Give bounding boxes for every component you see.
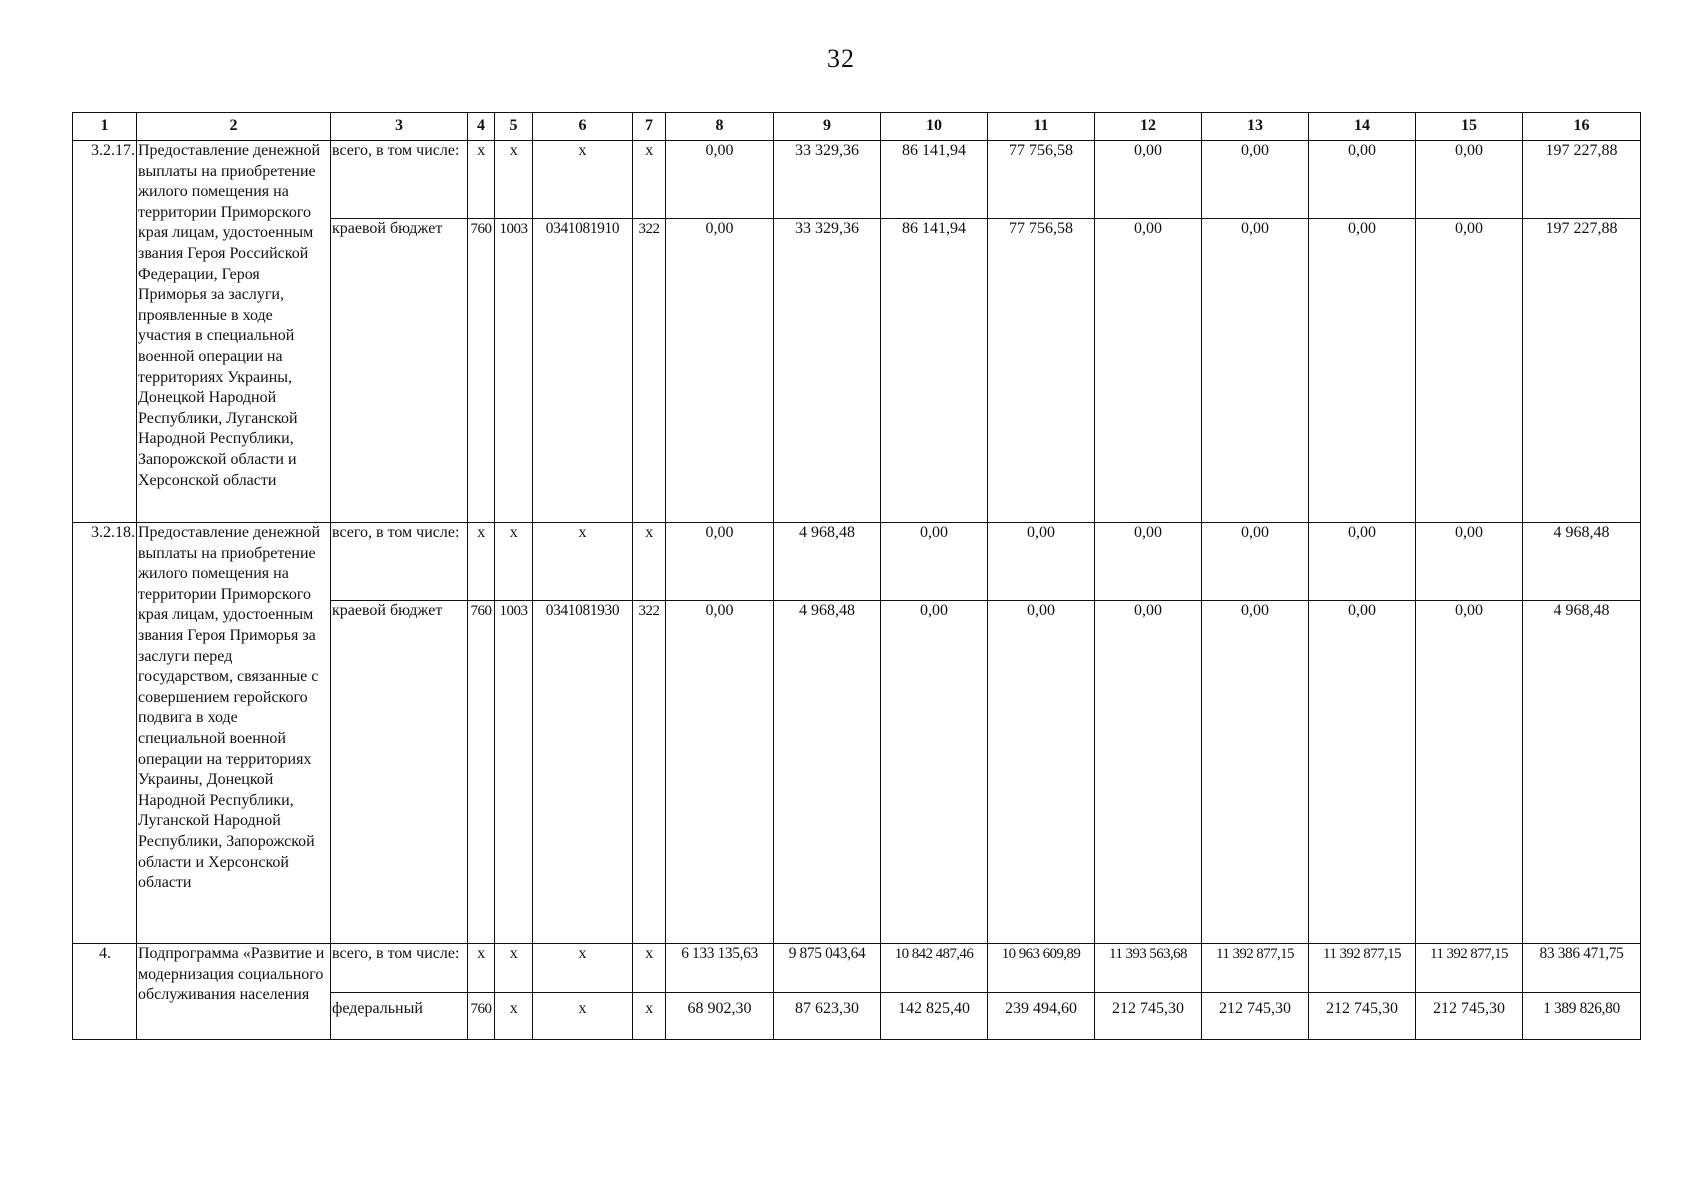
column-header: 2: [137, 113, 331, 141]
column-header: 4: [468, 113, 495, 141]
funding-source: всего, в том числе:: [331, 141, 468, 219]
funding-source: краевой бюджет: [331, 601, 468, 944]
column-header: 1: [73, 113, 137, 141]
value-cell: 0,00: [1202, 219, 1309, 523]
value-cell: 0,00: [1095, 219, 1202, 523]
cell-col6: 0341081930: [533, 601, 633, 944]
value-cell: 0,00: [1309, 523, 1416, 601]
value-cell: 0,00: [1309, 219, 1416, 523]
value-cell: 11 392 877,15: [1416, 944, 1523, 993]
value-cell: 33 329,36: [774, 141, 881, 219]
column-header: 8: [666, 113, 774, 141]
funding-source: краевой бюджет: [331, 219, 468, 523]
value-cell: 0,00: [666, 219, 774, 523]
value-cell: 83 386 471,75: [1523, 944, 1641, 993]
cell-col6: х: [533, 944, 633, 993]
funding-source: всего, в том числе:: [331, 523, 468, 601]
budget-table: [72, 112, 1641, 1040]
value-cell: 4 968,48: [1523, 523, 1641, 601]
column-header: 12: [1095, 113, 1202, 141]
cell-col7: х: [633, 141, 666, 219]
cell-col5: 1003: [495, 601, 533, 944]
value-cell: 0,00: [1095, 601, 1202, 944]
column-header: 15: [1416, 113, 1523, 141]
value-cell: 212 745,30: [1309, 993, 1416, 1040]
value-cell: 4 968,48: [774, 601, 881, 944]
cell-col6: х: [533, 993, 633, 1040]
column-header: 7: [633, 113, 666, 141]
cell-col4: х: [468, 944, 495, 993]
value-cell: 0,00: [1309, 141, 1416, 219]
value-cell: 197 227,88: [1523, 141, 1641, 219]
cell-col4: 760: [468, 601, 495, 944]
funding-source: федеральный: [331, 993, 468, 1040]
table-row: [73, 141, 1641, 219]
value-cell: 239 494,60: [988, 993, 1095, 1040]
row-name: Подпрограмма «Развитие и модернизация социального обслуживания населения: [137, 944, 331, 1040]
value-cell: 0,00: [1202, 601, 1309, 944]
cell-col5: х: [495, 993, 533, 1040]
column-header: 10: [881, 113, 988, 141]
value-cell: 0,00: [988, 601, 1095, 944]
cell-col6: х: [533, 141, 633, 219]
value-cell: 0,00: [881, 523, 988, 601]
value-cell: 0,00: [1202, 141, 1309, 219]
value-cell: 86 141,94: [881, 141, 988, 219]
value-cell: 11 393 563,68: [1095, 944, 1202, 993]
cell-col4: 760: [468, 993, 495, 1040]
cell-col5: х: [495, 944, 533, 993]
value-cell: 33 329,36: [774, 219, 881, 523]
value-cell: 4 968,48: [1523, 601, 1641, 944]
row-code: 3.2.18.: [73, 523, 137, 944]
column-header: 14: [1309, 113, 1416, 141]
value-cell: 212 745,30: [1202, 993, 1309, 1040]
value-cell: 0,00: [1416, 601, 1523, 944]
row-name: Предоставление денежной выплаты на приобретение жилого помещения на территории Приморского края лицам, удостоенным звания Героя Российской Федерации, Героя Приморья за заслуги, проявленные в ходе участия в специальной военной операции на территориях Украины, Донецкой Народной Республики, Луганской Народной Республики, Запорожской области и Херсонской области: [137, 141, 331, 523]
row-name: Предоставление денежной выплаты на приобретение жилого помещения на территории Приморского края лицам, удостоенным звания Героя Приморья за заслуги перед государством, связанные с совершением геройского подвига в ходе специальной военной операции на территориях Украины, Донецкой Народной Республики, Луганской Народной Республики, Запорожской области и Херсонской области: [137, 523, 331, 944]
funding-source: всего, в том числе:: [331, 944, 468, 993]
cell-col6: х: [533, 523, 633, 601]
cell-col5: 1003: [495, 219, 533, 523]
cell-col4: х: [468, 523, 495, 601]
cell-col7: х: [633, 944, 666, 993]
value-cell: 0,00: [1095, 523, 1202, 601]
column-header: 13: [1202, 113, 1309, 141]
value-cell: 4 968,48: [774, 523, 881, 601]
value-cell: 0,00: [988, 523, 1095, 601]
cell-col7: 322: [633, 219, 666, 523]
cell-col7: 322: [633, 601, 666, 944]
value-cell: 0,00: [666, 141, 774, 219]
column-header: 6: [533, 113, 633, 141]
value-cell: 77 756,58: [988, 141, 1095, 219]
value-cell: 0,00: [1416, 523, 1523, 601]
value-cell: 10 842 487,46: [881, 944, 988, 993]
cell-col5: х: [495, 141, 533, 219]
row-code: 3.2.17.: [73, 141, 137, 523]
value-cell: 212 745,30: [1416, 993, 1523, 1040]
value-cell: 87 623,30: [774, 993, 881, 1040]
cell-col4: х: [468, 141, 495, 219]
cell-col5: х: [495, 523, 533, 601]
value-cell: 0,00: [666, 523, 774, 601]
value-cell: 0,00: [1095, 141, 1202, 219]
column-header: 16: [1523, 113, 1641, 141]
cell-col7: х: [633, 993, 666, 1040]
table-row: [73, 944, 1641, 993]
column-header: 5: [495, 113, 533, 141]
cell-col6: 0341081910: [533, 219, 633, 523]
cell-col7: х: [633, 523, 666, 601]
value-cell: 0,00: [1202, 523, 1309, 601]
value-cell: 10 963 609,89: [988, 944, 1095, 993]
value-cell: 6 133 135,63: [666, 944, 774, 993]
value-cell: 0,00: [666, 601, 774, 944]
cell-col4: 760: [468, 219, 495, 523]
value-cell: 0,00: [1309, 601, 1416, 944]
value-cell: 197 227,88: [1523, 219, 1641, 523]
column-header: 11: [988, 113, 1095, 141]
value-cell: 1 389 826,80: [1523, 993, 1641, 1040]
column-header: 9: [774, 113, 881, 141]
value-cell: 9 875 043,64: [774, 944, 881, 993]
value-cell: 86 141,94: [881, 219, 988, 523]
value-cell: 11 392 877,15: [1202, 944, 1309, 993]
page-number: 32: [827, 44, 855, 73]
value-cell: 0,00: [1416, 219, 1523, 523]
value-cell: 0,00: [881, 601, 988, 944]
table-row: [73, 523, 1641, 601]
header-row: [73, 113, 1641, 141]
value-cell: 77 756,58: [988, 219, 1095, 523]
value-cell: 68 902,30: [666, 993, 774, 1040]
value-cell: 212 745,30: [1095, 993, 1202, 1040]
column-header: 3: [331, 113, 468, 141]
value-cell: 0,00: [1416, 141, 1523, 219]
row-code: 4.: [73, 944, 137, 1040]
value-cell: 142 825,40: [881, 993, 988, 1040]
value-cell: 11 392 877,15: [1309, 944, 1416, 993]
